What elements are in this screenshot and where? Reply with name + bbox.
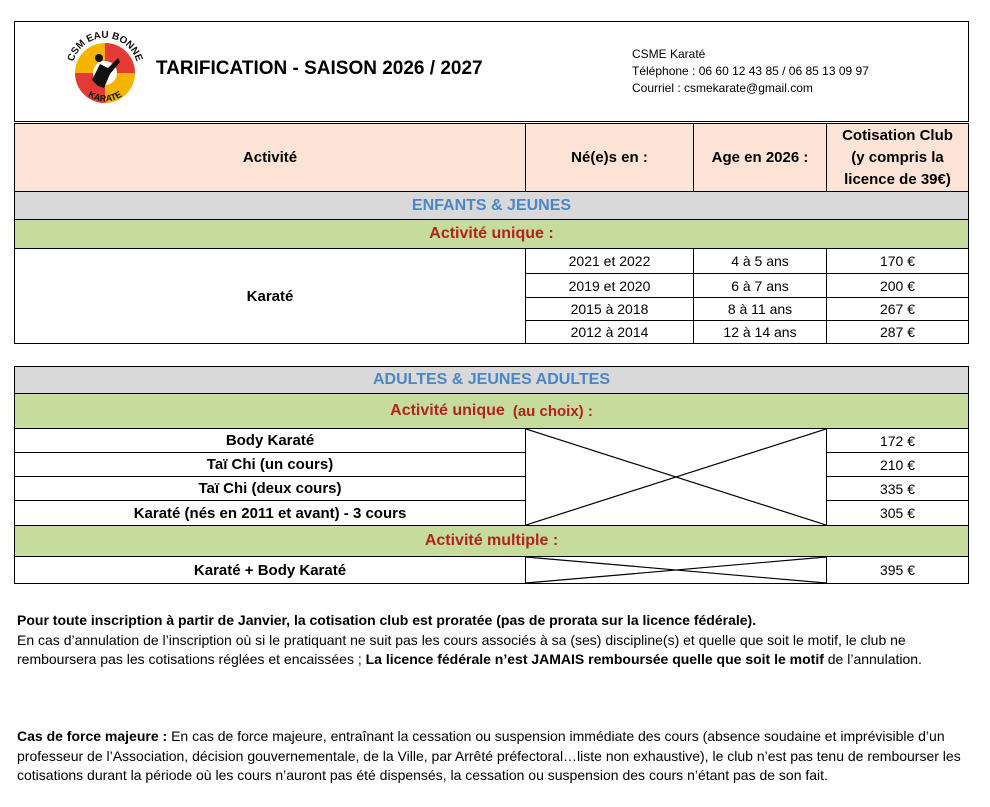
children-fee-4: 287 € bbox=[826, 320, 969, 344]
children-born-2: 2019 et 2020 bbox=[525, 273, 694, 298]
col-header-fee-line3: licence de 39€) bbox=[844, 170, 951, 188]
subsection-adults-single-main: Activité unique bbox=[390, 402, 505, 419]
note-paragraph-1 bbox=[17, 611, 977, 670]
club-logo bbox=[62, 28, 148, 114]
cross-lines-icon bbox=[526, 557, 826, 583]
col-header-age: Age en 2026 : bbox=[693, 123, 827, 192]
contact-name: CSME Karaté bbox=[632, 47, 706, 61]
adult-activity-2: Taï Chi (un cours) bbox=[14, 452, 526, 477]
note-cancellation-end: de l’annulation. bbox=[823, 651, 922, 667]
karate-logo-icon bbox=[62, 28, 148, 114]
children-age-4: 12 à 14 ans bbox=[693, 320, 827, 344]
subsection-adults-multiple: Activité multiple : bbox=[14, 525, 969, 557]
cross-lines-icon bbox=[526, 429, 826, 525]
children-fee-2: 200 € bbox=[826, 273, 969, 298]
contact-email: Courriel : csmekarate@gmail.com bbox=[632, 81, 813, 95]
adult-activity-4: Karaté (nés en 2011 et avant) - 3 cours bbox=[14, 500, 526, 526]
subsection-adults-single-sub: (au choix) : bbox=[512, 402, 593, 420]
col-header-activity: Activité bbox=[14, 123, 526, 192]
note-license-warning: La licence fédérale n’est JAMAIS remboursée quelle que soit le motif bbox=[365, 651, 824, 667]
note-cancellation: En cas d’annulation de l’inscription où si le pratiquant ne suit pas les cours associés à sa (ses) discipline(s) et quelle que soit le motif, le club ne remboursera pas les cotisations réglées et encaissées ; bbox=[17, 631, 906, 667]
adult-multiple-activity: Karaté + Body Karaté bbox=[14, 556, 526, 584]
adult-activity-1: Body Karaté bbox=[14, 428, 526, 453]
col-header-fee-line1: Cotisation Club bbox=[842, 126, 953, 144]
adult-fee-1: 172 € bbox=[826, 428, 969, 453]
col-header-fee-line2: (y compris la bbox=[851, 148, 944, 166]
svg-text:CSM EAU BONNE: CSM EAU BONNE bbox=[65, 30, 145, 63]
crossed-out-cell bbox=[525, 428, 827, 526]
note-paragraph-2 bbox=[17, 727, 977, 786]
children-age-1: 4 à 5 ans bbox=[693, 248, 827, 274]
adult-fee-3: 335 € bbox=[826, 476, 969, 501]
contact-phone: Téléphone : 06 60 12 43 85 / 06 85 13 09 97 bbox=[632, 64, 869, 78]
adult-fee-2: 210 € bbox=[826, 452, 969, 477]
children-born-3: 2015 à 2018 bbox=[525, 297, 694, 321]
note-force-majeure-text: En cas de force majeure, entraînant la cessation ou suspension immédiate des cours (absence soudaine et imprévisible d’un professeur de l’Association, décision gouvernementale, de la Ville, par Arrêté préfectoral…liste non exhaustive), le club n’est pas tenu de rembourser les cotisations durant la période où les cours n’auront pas été dispensés, la cessation ou suspension des cours n’étant pas de son fait. bbox=[17, 728, 961, 783]
crossed-out-cell-multiple bbox=[525, 556, 827, 584]
page-title: TARIFICATION - SAISON 2026 / 2027 bbox=[156, 58, 483, 79]
adult-multiple-fee: 395 € bbox=[826, 556, 969, 584]
children-age-2: 6 à 7 ans bbox=[693, 273, 827, 298]
children-born-4: 2012 à 2014 bbox=[525, 320, 694, 344]
children-born-1: 2021 et 2022 bbox=[525, 248, 694, 274]
note-force-majeure-title: Cas de force majeure : bbox=[17, 728, 172, 744]
children-age-3: 8 à 11 ans bbox=[693, 297, 827, 321]
section-adults: ADULTES & JEUNES ADULTES bbox=[14, 366, 969, 394]
children-fee-1: 170 € bbox=[826, 248, 969, 274]
svg-text:KARATE: KARATE bbox=[86, 89, 124, 104]
contact-block bbox=[632, 46, 869, 97]
col-header-fee bbox=[826, 123, 969, 192]
subsection-children-single: Activité unique : bbox=[14, 219, 969, 249]
children-activity-karate: Karaté bbox=[14, 248, 526, 344]
subsection-adults-single bbox=[14, 393, 969, 429]
adult-fee-4: 305 € bbox=[826, 500, 969, 526]
adult-activity-3: Taï Chi (deux cours) bbox=[14, 476, 526, 501]
note-prorata: Pour toute inscription à partir de Janvier, la cotisation club est proratée (pas de prorata sur la licence fédérale). bbox=[17, 612, 757, 628]
col-header-born: Né(e)s en : bbox=[525, 123, 694, 192]
children-fee-3: 267 € bbox=[826, 297, 969, 321]
section-children: ENFANTS & JEUNES bbox=[14, 191, 969, 220]
